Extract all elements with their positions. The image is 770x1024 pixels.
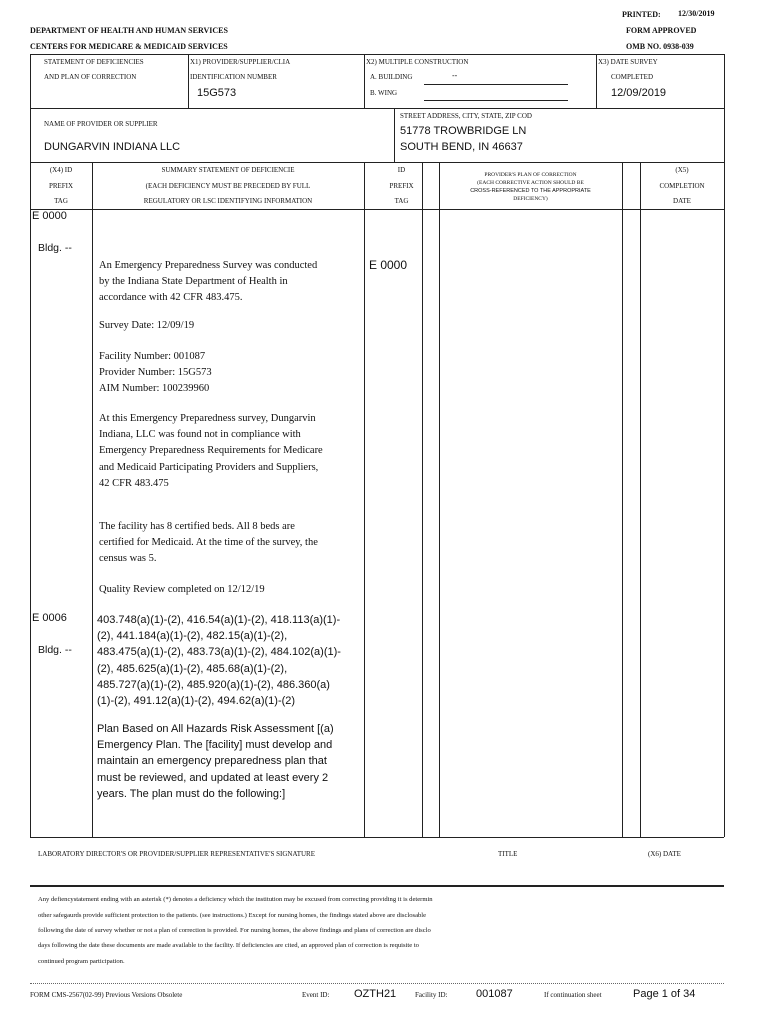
provider-id-label: X1) PROVIDER/SUPPLIER/CLIA [190,58,291,66]
hazard-plan-paragraph: Plan Based on All Hazards Risk Assessment [(a) Emergency Plan. The [facility] must develop and maintain an emergency preparedness plan that must be reviewed, and updated at least every 2 years. The plan must do the following:] [97,723,334,800]
address-line2: SOUTH BEND, IN 46637 [400,141,523,153]
x4-header-1: (X4) ID [49,166,73,174]
x4-header-3: TAG [54,197,68,205]
tag-e0000: E 0000 [32,210,67,222]
regulation-citations: 403.748(a)(1)-(2), 416.54(a)(1)-(2), 418.113(a)(1)-(2), 441.184(a)(1)-(2), 482.15(a)(1)-(2), 483.475(a)(1)-(2), 483.73(a)(1)-(2), 484.102(a)(1)-(2), 485.625(a)(1)-(2), 485.68(a)(1)-(2), 485.727(a)(1)-(2), 485.920(a)(1)-(2), 486.360(a)(1)-(2), 491.12(a)(1)-(2), 494.62(a)(1)-(2) [97,614,341,708]
facility-id-value: 001087 [476,988,513,1000]
summary-header-1: SUMMARY STATEMENT OF DEFICIENCIE [161,166,295,174]
form-approved: FORM APPROVED [626,26,697,35]
summary-header-2: (EACH DEFICIENCY MUST BE PRECEDED BY FULL [145,182,311,190]
page-number: Page 1 of 34 [633,988,696,1000]
provider-name: DUNGARVIN INDIANA LLC [44,141,181,153]
form-number: FORM CMS-2567(02-99) Previous Versions Obsolete [30,991,183,999]
provider-name-label: NAME OF PROVIDER OR SUPPLIER [44,120,158,128]
x5-header-3: DATE [673,197,691,205]
disclaimer-line3: following the date of survey whether or not a plan of correction is provided. For nursing homes, the above findings and plans of correction are disclo [38,927,431,934]
identification-number-label: IDENTIFICATION NUMBER [190,73,277,81]
plan-header-4: DEFICIENCY) [513,196,548,202]
statement-label-2: AND PLAN OF CORRECTION [44,73,137,81]
x5-header-2: COMPLETION [659,182,705,190]
bldg-label-1: Bldg. -- [38,242,72,254]
event-id-label: Event ID: [302,991,330,999]
event-id-value: OZTH21 [354,988,397,1000]
beds-paragraph: The facility has 8 certified beds. All 8 beds are certified for Medicaid. At the time of the survey, the census was 5. [99,521,318,565]
x4-header-2: PREFIX [48,182,74,190]
summary-header-3: REGULATORY OR LSC IDENTIFYING INFORMATION [143,197,313,205]
quality-review: Quality Review completed on 12/12/19 [99,584,265,595]
id-header-3: TAG [394,197,409,205]
provider-id-value: 15G573 [197,87,237,99]
printed-label: PRINTED: [622,10,661,19]
plan-header-1: PROVIDER'S PLAN OF CORRECTION [484,172,577,178]
survey-date: Survey Date: 12/09/19 [99,320,195,331]
tag-e0006: E 0006 [32,612,67,624]
x5-header-1: (X5) [675,166,689,174]
omb-number: OMB NO. 0938-039 [626,42,694,51]
right-tag-e0000: E 0000 [369,258,408,272]
printed-date: 12/30/2019 [678,9,715,18]
title-label: TITLE [498,850,518,858]
date-label: (X6) DATE [648,850,681,858]
compliance-paragraph: At this Emergency Preparedness survey, Dungarvin Indiana, LLC was found not in compliance with Emergency Preparedness Requirements for Medicare and Medicaid Participating Providers and Suppliers, 42 CFR 483.475 [99,413,323,489]
aim-number: AIM Number: 100239960 [99,383,210,394]
survey-intro-paragraph: An Emergency Preparedness Survey was conducted by the Indiana State Department of Health in accordance with 42 CFR 483.475. [99,260,318,304]
agency-line1: DEPARTMENT OF HEALTH AND HUMAN SERVICES [30,26,228,35]
id-header-2: PREFIX [389,182,414,190]
building-label: A. BUILDING [370,73,413,81]
statement-label-1: STATEMENT OF DEFICIENCIES [44,58,144,66]
disclaimer-line4: days following the date these documents are made available to the facility. If deficiencies are cited, an approved plan of correction is requisite to [38,942,419,949]
disclaimer-line2: other safegaurds provide sufficient protection to the patients. (see instructions.) Except for nursing homes, the findings stated above are disclosable [38,912,427,919]
signature-label: LABORATORY DIRECTOR'S OR PROVIDER/SUPPLIER REPRESENTATIVE'S SIGNATURE [38,850,316,858]
address-label: STREET ADDRESS, CITY, STATE, ZIP COD [400,112,532,120]
address-line1: 51778 TROWBRIDGE LN [400,125,527,137]
provider-number: Provider Number: 15G573 [99,367,212,378]
facility-number: Facility Number: 001087 [99,351,206,362]
disclaimer-line5: continued program participation. [38,958,125,965]
completed-label: COMPLETED [611,73,653,81]
date-survey-label: X3) DATE SURVEY [598,58,658,66]
plan-header-2: (EACH CORRECTIVE ACTION SHOULD BE [477,180,584,186]
survey-completed-date: 12/09/2019 [611,87,667,99]
multiple-construction-label: X2) MULTIPLE CONSTRUCTION [366,58,469,66]
facility-id-label: Facility ID: [415,991,448,999]
disclaimer-line1: Any defiencystatement ending with an asterisk (*) denotes a deficiency which the institution may be excused from correcting providing it is determin [38,896,433,903]
agency-line2: CENTERS FOR MEDICARE & MEDICAID SERVICES [30,42,228,51]
continuation-label: If continuation sheet [544,991,602,999]
bldg-label-2: Bldg. -- [38,644,72,656]
plan-header-3: CROSS-REFERENCED TO THE APPROPRIATE [470,188,591,194]
building-value: -- [452,71,458,80]
id-header-1: ID [397,166,406,174]
wing-label: B. WING [370,89,398,97]
